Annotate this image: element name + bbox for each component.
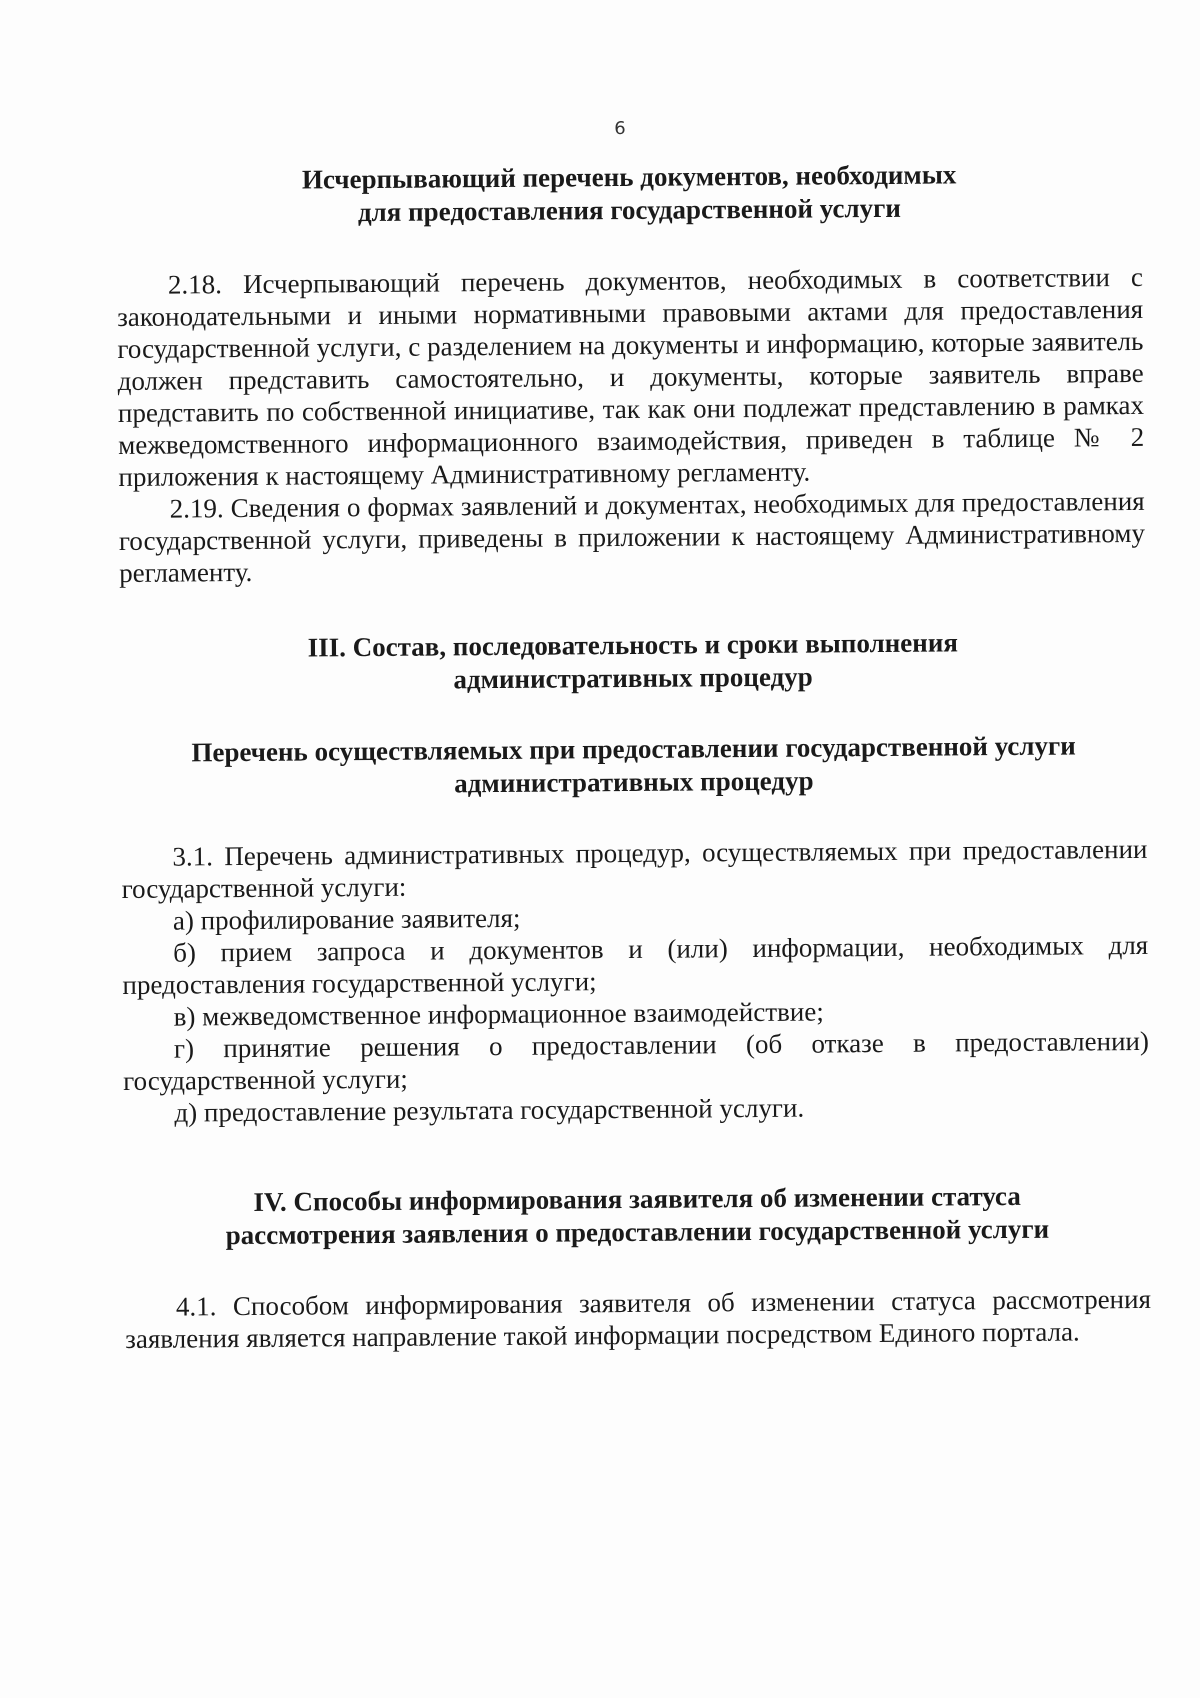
heading-section-3 — [120, 625, 1146, 699]
heading-line: административных процедур — [453, 661, 813, 695]
paragraph-3-1: 3.1. Перечень административных процедур, осуществляемых при предоставлении государственной услуги: — [121, 833, 1148, 904]
heading-line: III. Состав, последовательность и сроки выполнения — [307, 627, 959, 663]
paragraph-2-19: 2.19. Сведения о формах заявлений и документах, необходимых для предоставления государственной услуги, приведены в приложении к настоящему Административному регламенту. — [118, 485, 1146, 588]
heading-line: рассмотрения заявления о предоставлении государственной услуги — [225, 1213, 1050, 1251]
heading-documents-list — [116, 157, 1142, 231]
heading-line: Перечень осуществляемых при предоставлении государственной услуги — [191, 730, 1076, 768]
list-item: а) профилирование заявителя; — [172, 902, 521, 936]
list-item: д) предоставление результата государственной услуги. — [174, 1092, 805, 1128]
heading-line: для предоставления государственной услуги — [357, 192, 901, 228]
heading-line: административных процедур — [454, 765, 814, 799]
paragraph-4-1: 4.1. Способом информирования заявителя об изменении статуса рассмотрения заявления является направление такой информации посредством Единого портала. — [125, 1283, 1152, 1354]
list-item: б) прием запроса и документов и (или) информации, необходимых для предоставления государственной услуги; — [122, 929, 1149, 1000]
heading-line: IV. Способы информирования заявителя об изменении статуса — [253, 1180, 1021, 1217]
paragraph-2-18: 2.18. Исчерпывающий перечень документов, необходимых в соответствии с законодательными и иными нормативными правовыми актами для предоставления государственной услуги, с разделением на документы и информацию, которые заявитель должен представить самостоятельно, и документы, которые заявитель вправе представить по собственной инициативе, так как они подлежат представлению в рамках межведомственного информационного взаимодействия, приведен в таблице № 2 приложения к настоящему Административному регламенту. — [117, 261, 1145, 492]
page-content — [116, 157, 1151, 1355]
heading-line: Исчерпывающий перечень документов, необходимых — [301, 159, 957, 195]
list-item: г) принятие решения о предоставлении (об отказе в предоставлении) государственной услуги; — [123, 1025, 1150, 1096]
list-item: в) межведомственное информационное взаимодействие; — [173, 996, 824, 1032]
subheading-procedures-list — [120, 729, 1146, 803]
page-number: 6 — [614, 118, 626, 139]
heading-section-4 — [124, 1179, 1150, 1253]
